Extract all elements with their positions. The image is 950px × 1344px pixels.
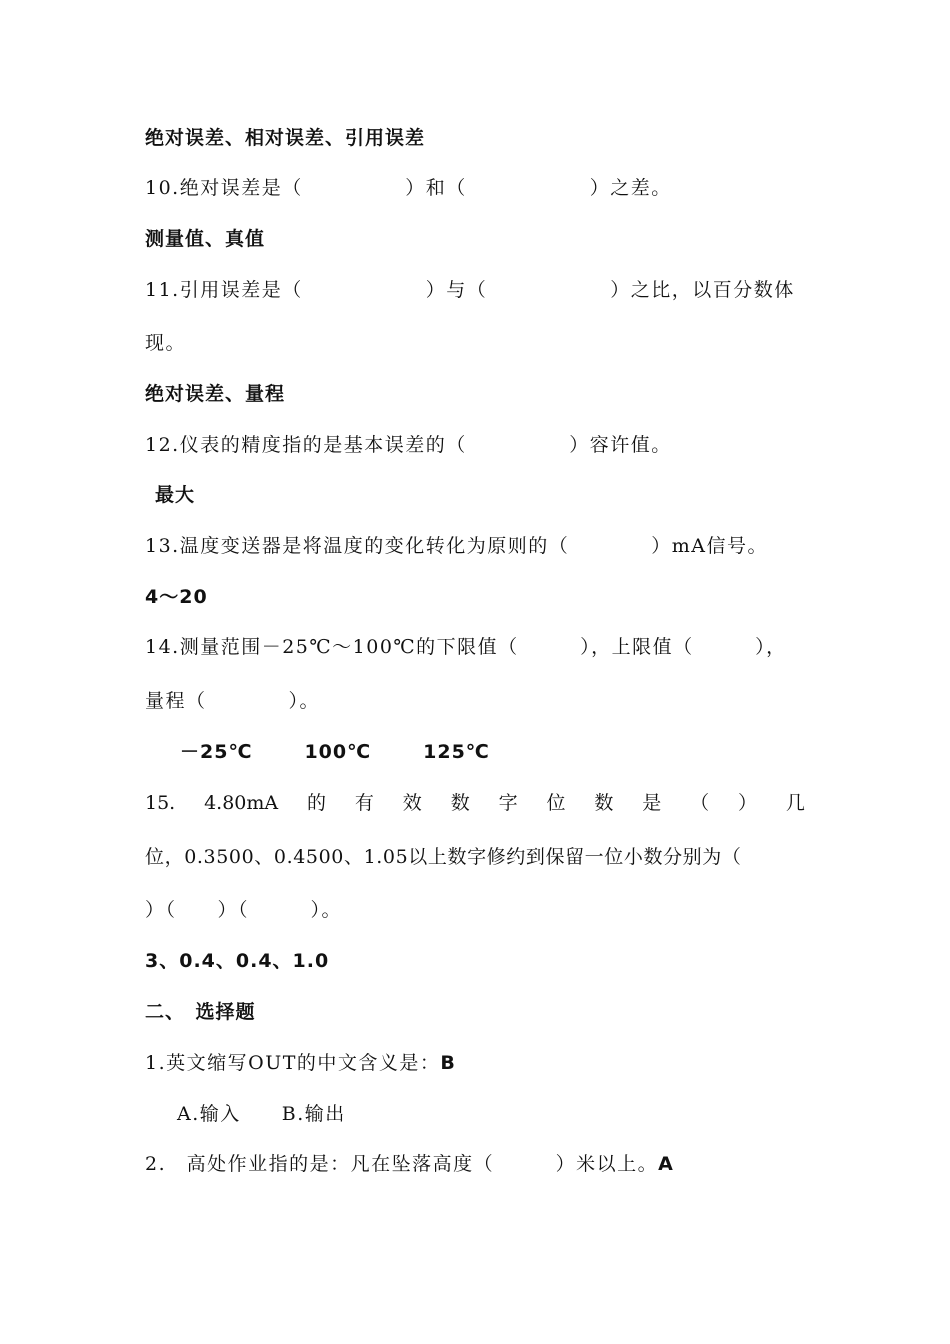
choice-question-2-answer: A <box>658 1153 674 1175</box>
q15-token: （ <box>690 792 710 814</box>
answer-10: 测量值、真值 <box>145 228 266 250</box>
q15-token: 的 <box>307 792 327 814</box>
q15-token: ） <box>738 792 758 814</box>
question-12: 12.仪表的精度指的是基本误差的（ ）容许值。 <box>145 434 672 456</box>
answer-14-upper: 100℃ <box>304 741 372 763</box>
answer-9: 绝对误差、相对误差、引用误差 <box>145 127 426 149</box>
answer-12: 最大 <box>155 484 196 506</box>
answer-14-range: 125℃ <box>423 741 490 763</box>
q15-token: 有 <box>354 792 374 814</box>
q15-token: 位 <box>546 792 566 814</box>
question-11-continued: 现。 <box>145 332 187 354</box>
question-15 <box>145 791 805 815</box>
question-14: 14.测量范围－25℃～100℃的下限值（ ），上限值（ ）， <box>145 636 787 658</box>
question-14-continued: 量程（ ）。 <box>145 690 321 712</box>
q15-token: 4.80mA <box>204 792 279 814</box>
question-10: 10.绝对误差是（ ）和（ ）之差。 <box>145 177 672 199</box>
answer-15: 3、0.4、0.4、1.0 <box>145 950 330 972</box>
question-13: 13.温度变送器是将温度的变化转化为原则的（ ）mA信号。 <box>145 535 768 557</box>
choice-question-2 <box>145 1152 810 1176</box>
choice-question-1 <box>145 1051 810 1075</box>
question-11: 11.引用误差是（ ）与（ ）之比，以百分数体 <box>145 279 795 301</box>
q15-token: 数 <box>450 792 470 814</box>
section-2-heading: 二、 选择题 <box>145 1001 256 1023</box>
q15-token: 字 <box>498 792 518 814</box>
q15-token: 数 <box>594 792 614 814</box>
q15-token: 效 <box>402 792 422 814</box>
answer-11: 绝对误差、量程 <box>145 383 286 405</box>
answer-14 <box>180 740 845 764</box>
question-15-continued-2: ）（ ）（ ）。 <box>145 899 343 921</box>
q15-token: 是 <box>642 792 662 814</box>
question-15-continued: 位，0.3500、0.4500、1.05以上数字修约到保留一位小数分别为（ <box>145 846 742 868</box>
choice-question-1-text: 1.英文缩写OUT的中文含义是： <box>145 1052 441 1074</box>
answer-13: 4～20 <box>145 586 208 608</box>
choice-question-1-options: A.输入 B.输出 <box>177 1103 346 1125</box>
q15-token: 几 <box>785 792 805 814</box>
answer-14-lower: －25℃ <box>180 741 253 763</box>
q15-token: 15. <box>145 792 176 814</box>
choice-question-2-text: 2. 高处作业指的是：凡在坠落高度（ ）米以上。 <box>145 1153 659 1175</box>
choice-question-1-answer: B <box>440 1052 456 1074</box>
